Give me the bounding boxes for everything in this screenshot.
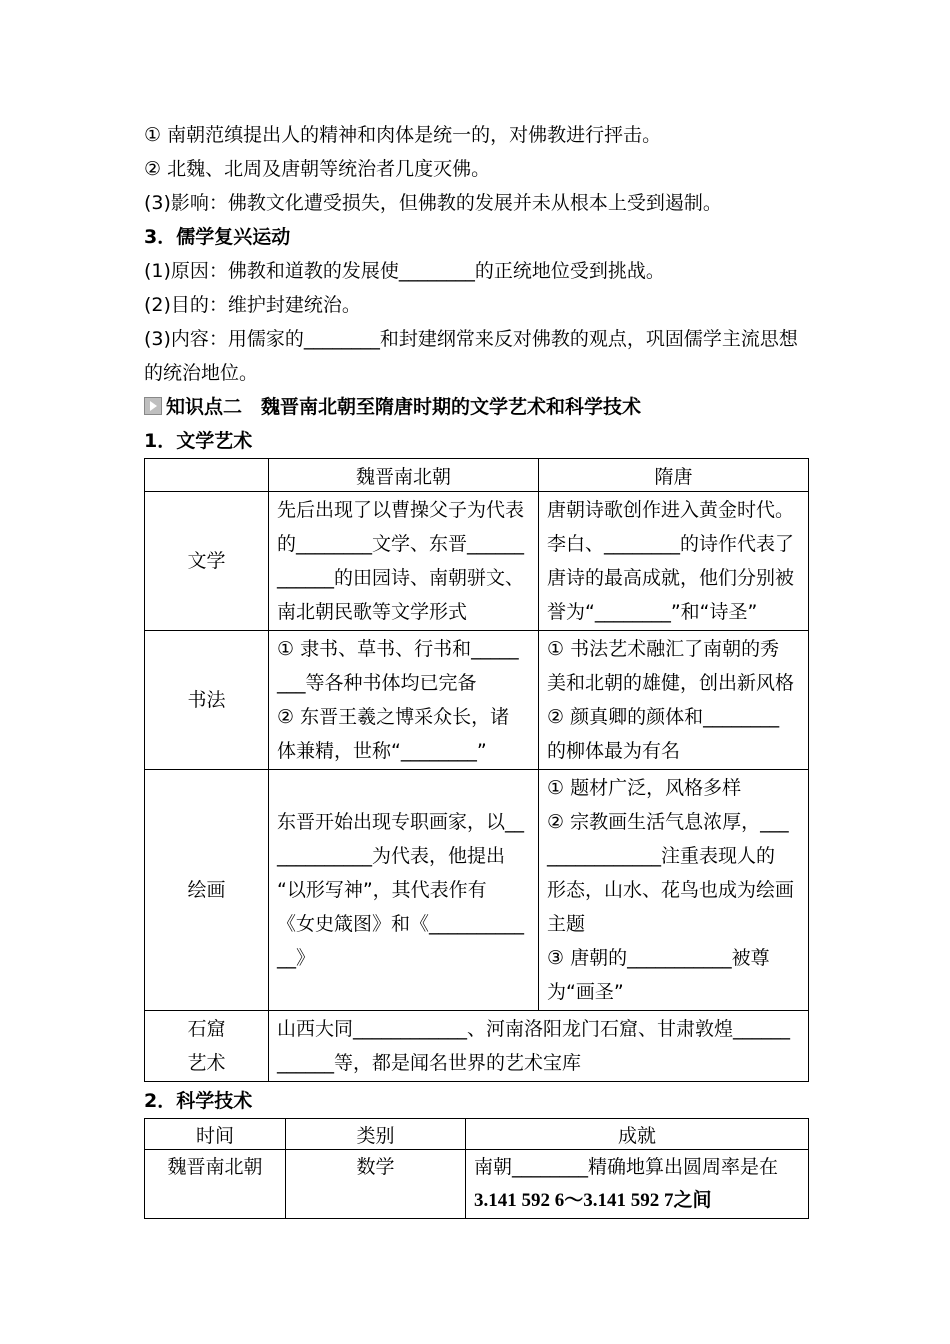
table-row [145, 1150, 809, 1219]
table-header-cell: 成就 [466, 1119, 809, 1150]
cell-line: 唐诗的最高成就，他们分别被 [547, 567, 795, 589]
cell-line: 形态，山水、花鸟也成为绘画 [547, 879, 795, 901]
cell-line: ③ 唐朝的___________被尊 [547, 947, 770, 969]
cell-line: 3.141 592 6～3.141 592 7之间 [474, 1190, 712, 1211]
cell-line: ___等各种书体均已完备 [277, 672, 477, 694]
row-label [145, 1011, 269, 1082]
cell-line: ______等，都是闻名世界的艺术宝库 [277, 1052, 582, 1074]
text-line: ② 北魏、北周及唐朝等统治者几度灭佛。 [144, 158, 491, 180]
cell-line: ② 东晋王羲之博采众长，诸 [277, 706, 510, 728]
table-header-cell: 时间 [145, 1119, 286, 1150]
table-cell [269, 631, 539, 770]
cell-line: 的________文学、东晋______ [277, 533, 525, 555]
cell-line: ____________注重表现人的 [547, 845, 776, 867]
cell-line: 的柳体最为有名 [547, 740, 681, 762]
table-cell [269, 770, 539, 1011]
table-header-cell: 隋唐 [539, 459, 809, 492]
table-cell [539, 631, 809, 770]
text-line: (1)原因：佛教和道教的发展使________的正统地位受到挑战。 [144, 260, 665, 282]
row-label-line: 石窟 [187, 1018, 226, 1040]
section-heading: 2．科学技术 [144, 1090, 253, 1112]
table-header-row [145, 1119, 809, 1150]
cell-line: 誉为“________”和“诗圣” [547, 601, 758, 623]
science-technology-table [144, 1118, 809, 1219]
table-header-cell [145, 459, 269, 492]
cell-line: 李白、________的诗作代表了 [547, 533, 795, 555]
cell-line: 主题 [547, 913, 586, 935]
cell-line: 东晋开始出现专职画家，以__ [277, 811, 525, 833]
cell-line: __》 [277, 947, 316, 969]
table-row-calligraphy [145, 631, 809, 770]
play-marker-icon [144, 397, 162, 415]
table-header-cell: 魏晋南北朝 [269, 459, 539, 492]
table-row-literature [145, 492, 809, 631]
cell-line: 《女史箴图》和《__________ [277, 913, 525, 935]
table-row-grotto-art [145, 1011, 809, 1082]
cell-line: 唐朝诗歌创作进入黄金时代。 [547, 499, 795, 521]
cell-line: 南北朝民歌等文学形式 [277, 601, 468, 623]
text-line: (3)影响：佛教文化遭受损失，但佛教的发展并未从根本上受到遏制。 [144, 192, 722, 214]
cell-line: __________为代表，他提出 [277, 845, 506, 867]
table-header-row [145, 459, 809, 492]
text-line: (2)目的：维护封建统治。 [144, 294, 361, 316]
cell-line: ______的田园诗、南朝骈文、 [277, 567, 525, 589]
cell-line: “以形写神”，其代表作有 [277, 879, 487, 901]
section-heading: 3．儒学复兴运动 [144, 226, 291, 248]
cell-line: ① 隶书、草书、行书和_____ [277, 638, 519, 660]
cell-line: 体兼精，世称“________” [277, 740, 487, 762]
text-line: ① 南朝范缜提出人的精神和肉体是统一的，对佛教进行抨击。 [144, 124, 662, 146]
cell-line: 南朝________精确地算出圆周率是在 [474, 1156, 779, 1178]
table-header-cell: 类别 [286, 1119, 466, 1150]
knowledge-point-title [144, 390, 808, 424]
document-page [144, 118, 808, 1219]
table-row-painting [145, 770, 809, 1011]
cell-line: 先后出现了以曹操父子为代表 [277, 499, 525, 521]
section-heading: 1．文学艺术 [144, 430, 253, 452]
text-paragraph: (3)内容：用儒家的________和封建纲常来反对佛教的观点，巩固儒学主流思想的统治地位。 [144, 328, 798, 384]
table-cell [269, 1011, 809, 1082]
table-cell [269, 492, 539, 631]
knowledge-point-text: 知识点二 魏晋南北朝至隋唐时期的文学艺术和科学技术 [166, 396, 642, 418]
table-cell [539, 492, 809, 631]
row-label: 绘画 [145, 770, 269, 1011]
row-label: 文学 [145, 492, 269, 631]
cell-line: ② 宗教画生活气息浓厚，___ [547, 811, 789, 833]
row-label: 书法 [145, 631, 269, 770]
cell-line: 为“画圣” [547, 981, 624, 1003]
table-cell [539, 770, 809, 1011]
cell-line: 山西大同____________、河南洛阳龙门石窟、甘肃敦煌______ [277, 1018, 791, 1040]
literature-art-table [144, 458, 809, 1082]
cell-line: ① 题材广泛，风格多样 [547, 777, 742, 799]
category-cell: 数学 [286, 1150, 466, 1219]
row-label-line: 艺术 [187, 1052, 226, 1074]
cell-line: ① 书法艺术融汇了南朝的秀 [547, 638, 780, 660]
time-cell: 魏晋南北朝 [145, 1150, 286, 1219]
achievement-cell [466, 1150, 809, 1219]
cell-line: 美和北朝的雄健，创出新风格 [547, 672, 795, 694]
cell-line: ② 颜真卿的颜体和________ [547, 706, 780, 728]
